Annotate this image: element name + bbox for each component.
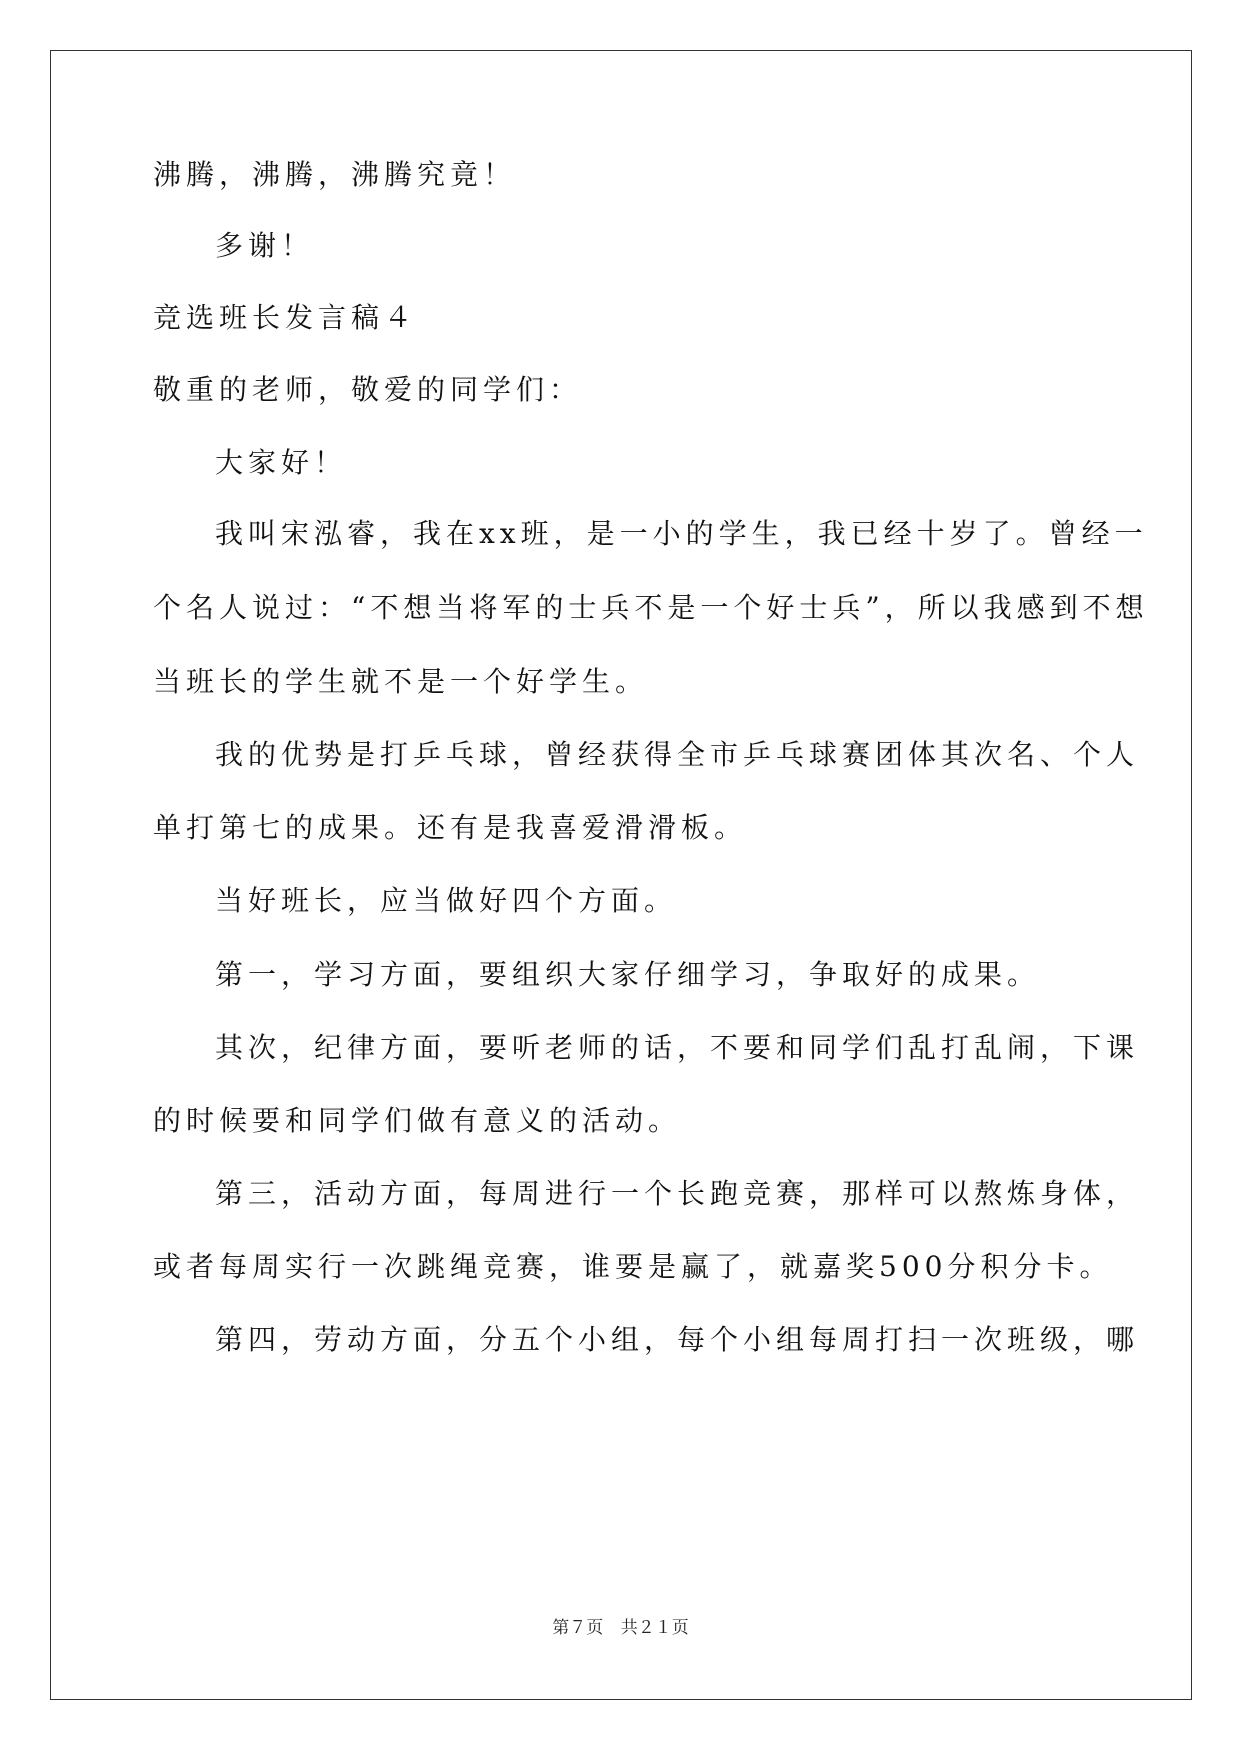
- paragraph-line: 其次，纪律方面，要听老师的话，不要和同学们乱打乱闹，下课: [215, 1031, 1140, 1064]
- salutation: 敬重的老师，敬爱的同学们：: [153, 373, 583, 406]
- paragraph-line: 多谢！: [215, 229, 315, 262]
- paragraph-line: 第一，学习方面，要组织大家仔细学习，争取好的成果。: [215, 958, 1041, 991]
- paragraph-line: 的时候要和同学们做有意义的活动。: [153, 1104, 682, 1137]
- paragraph-line: 我的优势是打乒乓球，曾经获得全市乒乓球赛团体其次名、个人: [215, 738, 1140, 771]
- paragraph-line: 我叫宋泓睿，我在xx班，是一小的学生，我已经十岁了。曾经一: [215, 517, 1148, 550]
- paragraph-line: 沸腾，沸腾，沸腾究竟！: [153, 158, 517, 191]
- paragraph-line: 或者每周实行一次跳绳竞赛，谁要是赢了，就嘉奖500分积分卡。: [153, 1250, 1113, 1283]
- greeting: 大家好！: [215, 446, 348, 479]
- paragraph-line: 第四，劳动方面，分五个小组，每个小组每周打扫一次班级，哪: [215, 1323, 1140, 1356]
- page-total: 共２１页: [620, 1618, 689, 1638]
- paragraph-line: 单打第七的成果。还有是我喜爱滑滑板。: [153, 811, 748, 844]
- paragraph-line: 当班长的学生就不是一个好学生。: [153, 665, 649, 698]
- page-footer: [0, 1617, 1241, 1639]
- paragraph-line: 当好班长，应当做好四个方面。: [215, 884, 678, 917]
- page-number: 第７页: [552, 1618, 604, 1638]
- section-heading: 竞选班长发言稿４: [153, 301, 418, 334]
- paragraph-line: 第三，活动方面，每周进行一个长跑竞赛，那样可以熬炼身体，: [215, 1177, 1140, 1210]
- paragraph-line: 个名人说过：“不想当将军的士兵不是一个好士兵”，所以我感到不想: [153, 591, 1149, 624]
